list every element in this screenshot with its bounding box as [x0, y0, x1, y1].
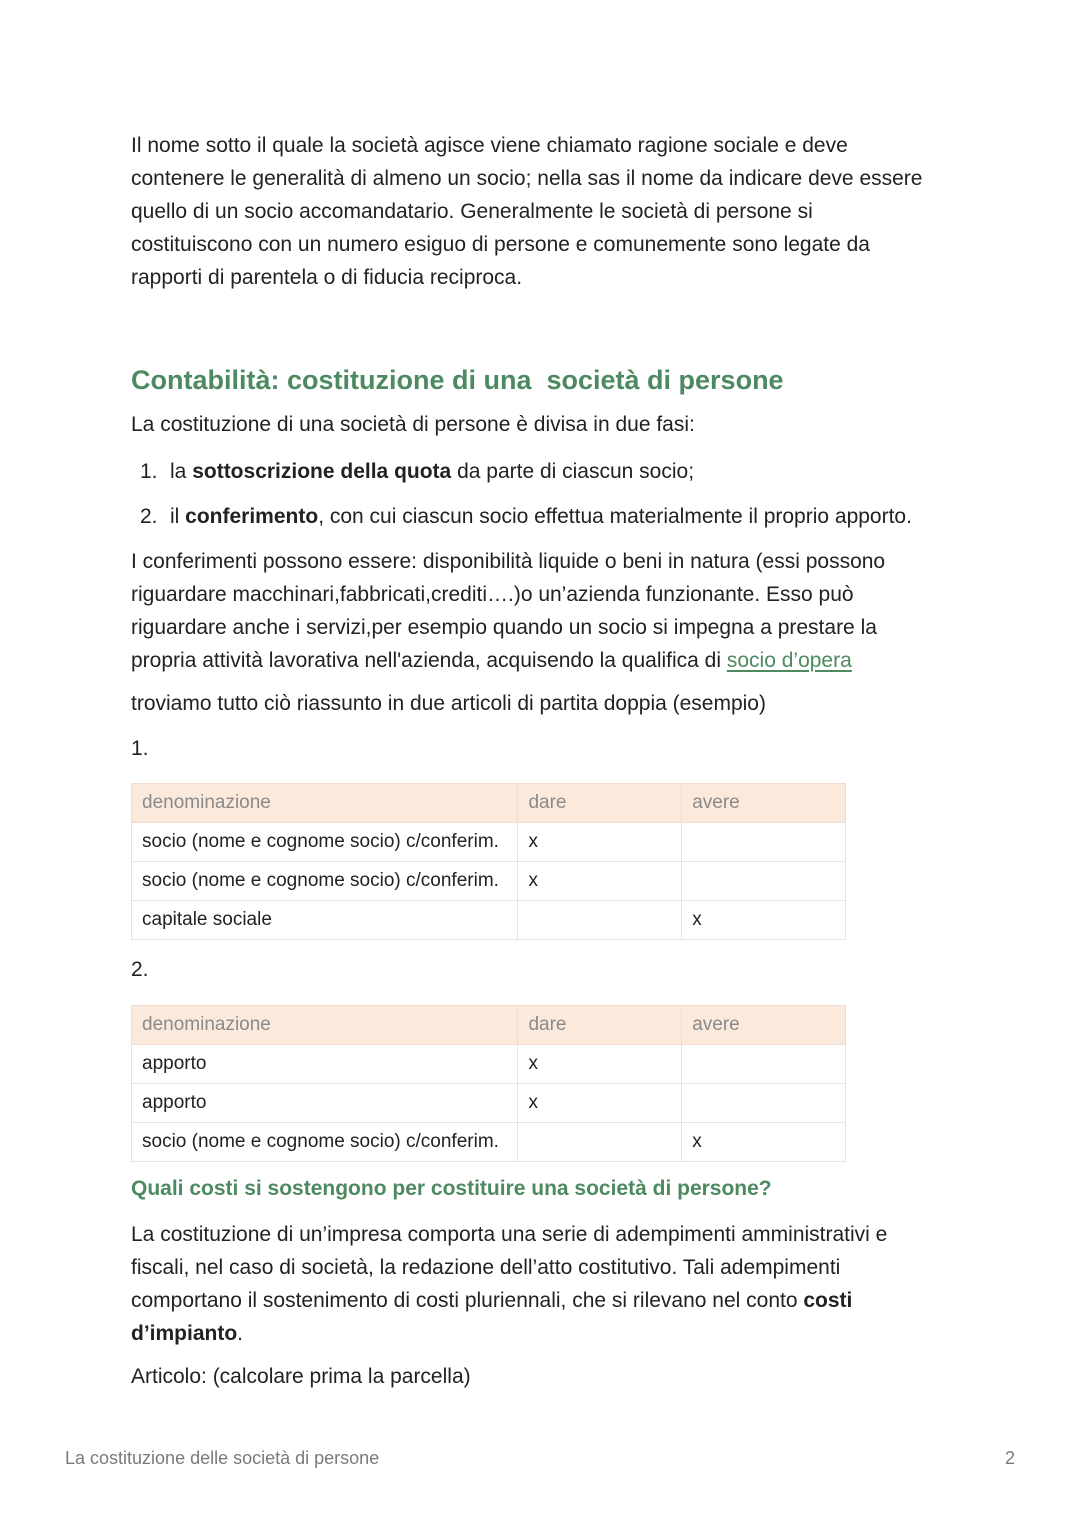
table-cell: [682, 823, 846, 862]
conferimenti-text: I conferimenti possono essere: disponibilità liquide o beni in natura (essi possono riguardare macchinari,fabbricati,crediti….)o un’azienda funzionante. Esso può riguardare anche i servizi,per esempio quando un socio si impegna a prestare la propria attività lavorativa nell'azienda, acquisendo la qualifica di: [131, 550, 886, 672]
table-cell: apporto: [132, 1084, 518, 1123]
table-cell: x: [518, 1045, 682, 1084]
column-header-avere: avere: [682, 784, 846, 823]
ledger-table-2: [131, 1005, 846, 1162]
socio-opera-link[interactable]: socio d’opera: [726, 649, 852, 672]
table-row: [132, 1123, 846, 1162]
list-text: da parte di ciascun socio;: [451, 460, 695, 483]
column-header-denominazione: denominazione: [132, 1006, 518, 1045]
table-row: [132, 1045, 846, 1084]
document-page: [131, 129, 951, 1388]
table-cell: x: [518, 1084, 682, 1123]
table-row: [132, 823, 846, 862]
ledger-table-1: [131, 783, 846, 940]
table-cell: x: [518, 862, 682, 901]
section-heading: Contabilità: costituzione di una società di persone: [131, 365, 784, 395]
list-text: il: [170, 505, 186, 528]
table-header-row: [132, 784, 846, 823]
list-text: , con cui ciascun socio effettua materialmente il proprio apporto.: [318, 505, 912, 528]
footer-title: La costituzione delle società di persone: [65, 1448, 380, 1468]
table-row: [132, 862, 846, 901]
costi-text-end: .: [237, 1322, 244, 1345]
table-cell: socio (nome e cognome socio) c/conferim.: [132, 1123, 518, 1162]
list-bold-text: sottoscrizione della quota: [192, 460, 452, 483]
table-row: [132, 901, 846, 940]
table-cell: socio (nome e cognome socio) c/conferim.: [132, 862, 518, 901]
table-cell: x: [682, 901, 846, 940]
table-cell: x: [682, 1123, 846, 1162]
column-header-denominazione: denominazione: [132, 784, 518, 823]
column-header-avere: avere: [682, 1006, 846, 1045]
list-item: [131, 455, 912, 488]
page-number: 2: [1004, 1448, 1015, 1468]
table-header-row: [132, 1006, 846, 1045]
table-cell: [682, 1045, 846, 1084]
list-number: 1.: [140, 460, 158, 483]
list-item: [131, 500, 912, 533]
table-cell: apporto: [132, 1045, 518, 1084]
conferimenti-paragraph: [131, 545, 931, 677]
table-cell: [518, 1123, 682, 1162]
table-row: [132, 1084, 846, 1123]
costi-bold-text: costi d’impianto: [131, 1289, 853, 1345]
table-cell: [518, 901, 682, 940]
column-header-dare: dare: [518, 784, 682, 823]
riassunto-paragraph: troviamo tutto ciò riassunto in due articoli di partita doppia (esempio): [131, 692, 766, 715]
intro-paragraph: Il nome sotto il quale la società agisce viene chiamato ragione sociale e deve contenere le generalità di almeno un socio; nella sas il nome da indicare deve essere quello di un socio accomandatario. Generalmente le società di persone si costituiscono con un numero esiguo di persone e comunemente sono legate da rapporti di parentela o di fiducia reciproca.: [131, 134, 923, 289]
article-number: 2.: [131, 958, 149, 981]
table-cell: [682, 1084, 846, 1123]
articolo-paragraph: Articolo: (calcolare prima la parcella): [131, 1365, 471, 1388]
table-cell: x: [518, 823, 682, 862]
phases-lead: La costituzione di una società di persone è divisa in due fasi:: [131, 413, 695, 436]
table-cell: [682, 862, 846, 901]
table-cell: capitale sociale: [132, 901, 518, 940]
list-bold-text: conferimento: [185, 505, 319, 528]
costi-paragraph: [131, 1218, 931, 1350]
article-number: 1.: [131, 737, 149, 760]
costi-heading: Quali costi si sostengono per costituire una società di persone?: [131, 1177, 772, 1200]
list-text: la: [170, 460, 193, 483]
phases-list: [131, 455, 912, 545]
column-header-dare: dare: [518, 1006, 682, 1045]
table-cell: socio (nome e cognome socio) c/conferim.: [132, 823, 518, 862]
list-number: 2.: [140, 505, 158, 528]
costi-text: La costituzione di un’impresa comporta una serie di adempimenti amministrativi e fiscali, nel caso di società, la redazione dell’atto costitutivo. Tali adempimenti comportano il sostenimento di costi pluriennali, che si rilevano nel conto: [131, 1223, 888, 1312]
